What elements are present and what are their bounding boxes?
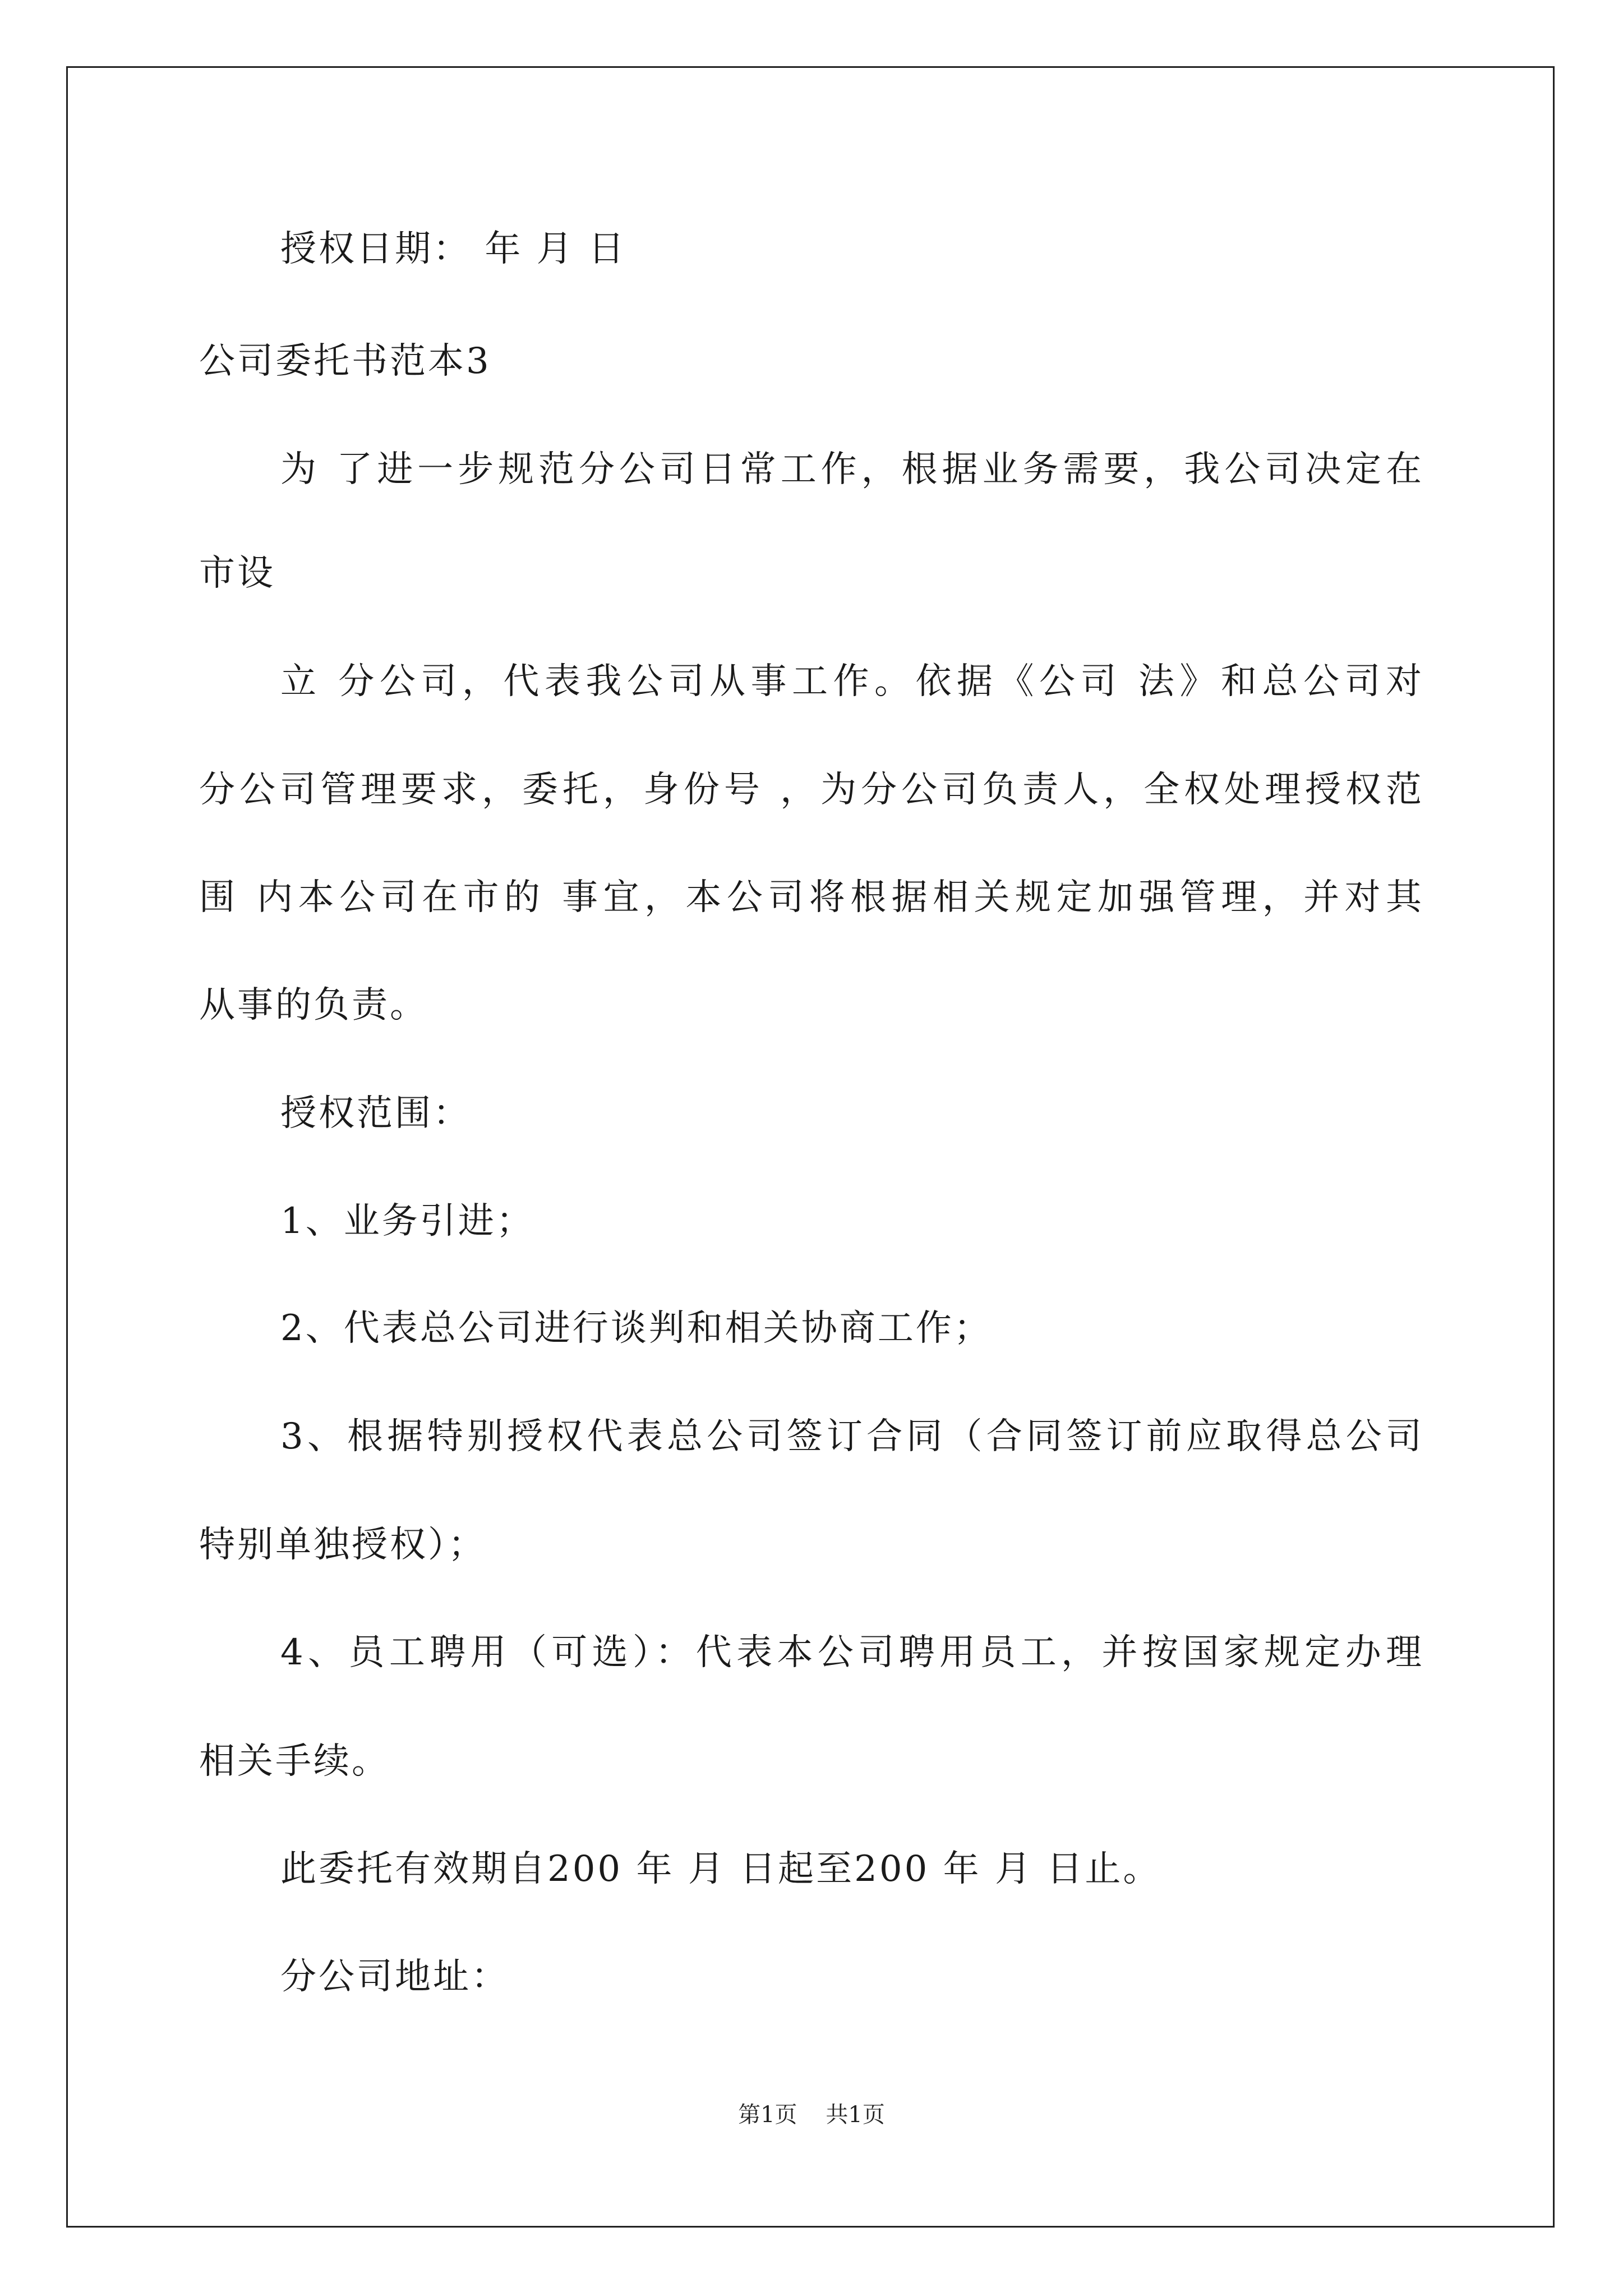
list-item: 4、员工聘用（可选）：代表本公司聘用员工，并按国家规定办理 xyxy=(280,1632,1422,1673)
paragraph-line: 立 分公司，代表我公司从事工作。依据《公司 法》和总公司对 xyxy=(280,661,1422,702)
paragraph-line: 从事的负责。 xyxy=(199,984,428,1026)
paragraph-line: 市设 xyxy=(199,553,275,594)
paragraph-line: 为 了进一步规范分公司日常工作，根据业务需要，我公司决定在 xyxy=(280,449,1422,490)
scope-heading: 授权范围： xyxy=(280,1093,471,1134)
list-item: 2、代表总公司进行谈判和相关协商工作； xyxy=(280,1308,992,1349)
paragraph-line: 分公司管理要求，委托，身份号 ，为分公司负责人，全权处理授权范 xyxy=(199,769,1422,811)
list-item: 3、根据特别授权代表总公司签订合同（合同签订前应取得总公司 xyxy=(280,1416,1422,1457)
page-border xyxy=(66,66,1555,2228)
list-item-continuation: 相关手续。 xyxy=(199,1741,390,1782)
list-item-continuation: 特别单独授权）； xyxy=(199,1524,486,1566)
section-title: 公司委托书范本3 xyxy=(199,341,491,382)
branch-address: 分公司地址： xyxy=(280,1956,509,1998)
authorization-date: 授权日期： 年 月 日 xyxy=(280,228,627,270)
validity-period: 此委托有效期自200 年 月 日起至200 年 月 日止。 xyxy=(280,1848,1161,1890)
list-item: 1、业务引进； xyxy=(280,1200,534,1242)
page-footer: 第1页 共1页 xyxy=(738,2102,885,2128)
paragraph-line: 围 内本公司在市的 事宜，本公司将根据相关规定加强管理，并对其 xyxy=(199,877,1422,918)
